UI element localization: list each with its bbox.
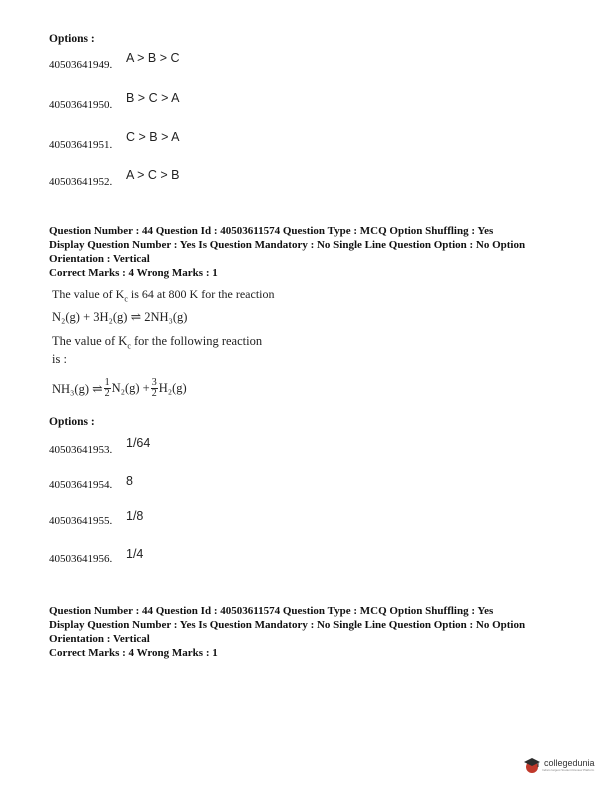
marks-line: Correct Marks : 4 Wrong Marks : 1 xyxy=(49,267,218,279)
question-text-line: The value of $K_c$ is 64 at 800 K for the reaction xyxy=(52,287,275,304)
option-value[interactable]: 1/8 xyxy=(126,509,144,523)
option-id: 40503641954. xyxy=(49,479,113,491)
option-value[interactable]: 1/4 xyxy=(126,547,144,561)
graduation-cap-icon xyxy=(522,755,542,775)
collegedunia-logo xyxy=(522,755,595,775)
option-value[interactable]: A > B > C xyxy=(126,51,180,65)
option-value[interactable]: A > C > B xyxy=(126,168,180,182)
meta-line: Display Question Number : Yes Is Question Mandatory : No Single Line Question Option : No Option xyxy=(49,619,526,631)
fraction: $\frac{1}{2}$ xyxy=(104,377,110,399)
option-value[interactable]: B > C > A xyxy=(126,91,180,105)
fraction: $\frac{3}{2}$ xyxy=(151,377,157,399)
option-id: 40503641953. xyxy=(49,444,113,456)
options-label: Options : xyxy=(49,416,95,428)
question-equation: NH₃(g) ⇌ $\frac{1}{2}$ N₂(g) + $\frac{3}{2}$ H₂(g) xyxy=(52,377,187,399)
option-value[interactable]: 1/64 xyxy=(126,436,151,450)
question-text-line: The value of $K_c$ for the following reaction xyxy=(52,334,263,351)
logo-text-block xyxy=(542,758,595,772)
marks-line: Correct Marks : 4 Wrong Marks : 1 xyxy=(49,647,218,659)
option-value[interactable]: C > B > A xyxy=(126,130,180,144)
meta-line: Question Number : 44 Question Id : 40503611574 Question Type : MCQ Option Shuffling : Yes xyxy=(49,605,494,617)
option-id: 40503641949. xyxy=(49,59,113,71)
question-meta xyxy=(49,604,589,660)
meta-line: Display Question Number : Yes Is Question Mandatory : No Single Line Question Option : No Option xyxy=(49,239,526,251)
question-meta xyxy=(49,224,589,280)
meta-line: Question Number : 44 Question Id : 40503611574 Question Type : MCQ Option Shuffling : Yes xyxy=(49,225,494,237)
meta-line: Orientation : Vertical xyxy=(49,633,150,645)
option-id: 40503641956. xyxy=(49,553,113,565)
options-label: Options : xyxy=(49,33,95,45)
option-value[interactable]: 8 xyxy=(126,474,133,488)
option-id: 40503641952. xyxy=(49,176,113,188)
option-id: 40503641950. xyxy=(49,99,113,111)
question-equation: N₂(g) + 3H₂(g) ⇌ 2NH₃(g) xyxy=(52,310,188,324)
logo-name: collegedunia xyxy=(544,758,595,768)
meta-line: Orientation : Vertical xyxy=(49,253,150,265)
option-id: 40503641951. xyxy=(49,139,113,151)
question-text-line: is : xyxy=(52,352,67,366)
logo-tagline: India's largest Student Review Platform xyxy=(542,768,595,772)
option-id: 40503641955. xyxy=(49,515,113,527)
